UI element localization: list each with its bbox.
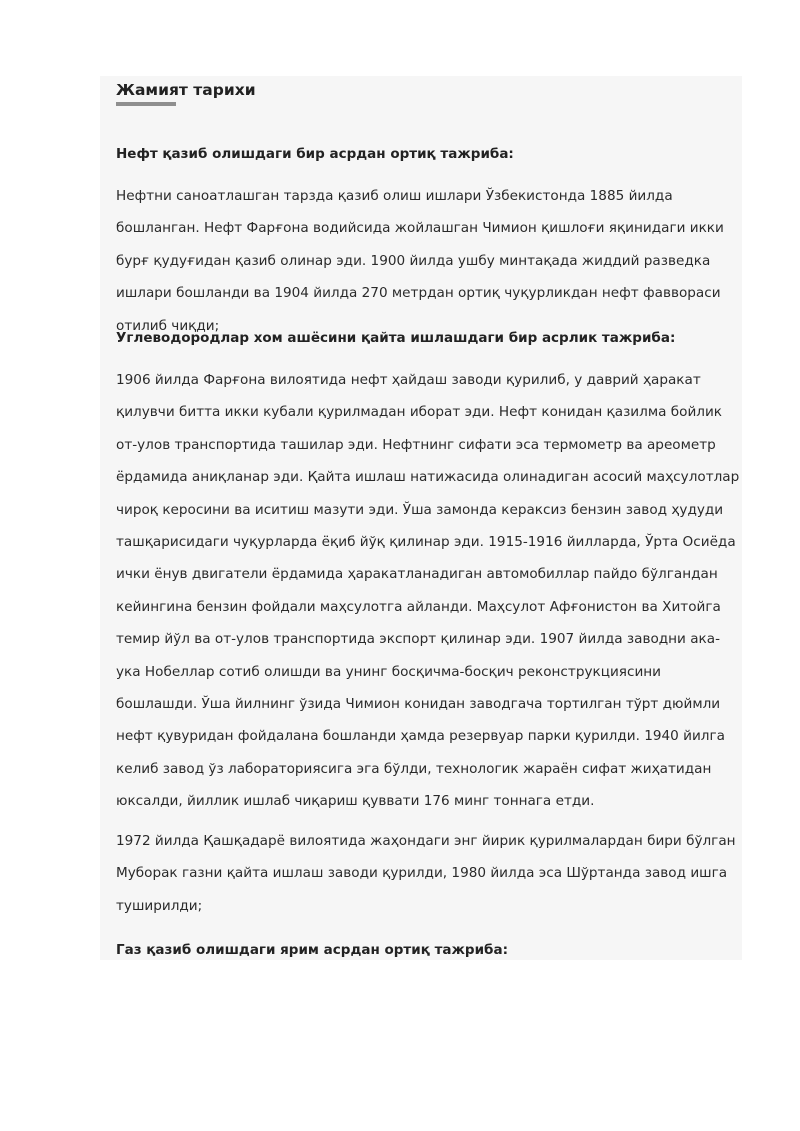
article (116, 76, 742, 958)
title-underline (116, 102, 176, 106)
section-heading-oil-extraction: Нефт қазиб олишдаги бир асрдан ортиқ тажриба: (116, 146, 514, 162)
paragraph-oil-extraction: Нефтни саноатлашган тарзда қазиб олиш ишлари Ўзбекистонда 1885 йилда бошланган. Нефт Фарғона водийсида жойлашган Чимион қишлоғи яқинидаги икки бурғ қудуғидан қазиб олинар эди. 1900 йилда ушбу минтақада жиддий разведка ишлари бошланди ва 1904 йилда 270 метрдан ортиқ чуқурликдан нефт фаввораси отилиб чиқди; (116, 188, 724, 334)
paragraph-refinery-history: 1906 йилда Фарғона вилоятида нефт ҳайдаш заводи қурилиб, у даврий ҳаракат қилувчи битта икки кубали қурилмадан иборат эди. Нефт конидан қазилма бойлик от-улов транспортида ташилар эди. Нефтнинг сифати эса термометр ва ареометр ёрдамида аниқланар эди. Қайта ишлаш натижасида олинадиган асосий маҳсулотлар чироқ керосини ва иситиш мазути эди. Ўша замонда кераксиз бензин завод ҳудуди ташқарисидаги чуқурларда ёқиб йўқ қилинар эди. 1915-1916 йилларда, Ўрта Осиёда ички ёнув двигатели ёрдамида ҳаракатланадиган автомобиллар пайдо бўлгандан кейингина бензин фойдали маҳсулотга айланди. Маҳсулот Афғонистон ва Хитойга темир йўл ва от-улов транспортида экспорт қилинар эди. 1907 йилда заводни ака-ука Нобеллар сотиб олишди ва унинг босқичма-босқич реконструкциясини бошлашди. Ўша йилнинг ўзида Чимион конидан заводгача тортилган тўрт дюймли нефт қувуридан фойдалана бошланди ҳамда резервуар парки қурилди. 1940 йилга келиб завод ўз лабораториясига эга бўлди, технологик жараён сифат жиҳатидан юксалди, йиллик ишлаб чиқариш қуввати 176 минг тоннага етди. (116, 372, 740, 810)
paragraph-gas-plants: 1972 йилда Қашқадарё вилоятида жаҳондаги энг йирик қурилмалардан бири бўлган Муборак газни қайта ишлаш заводи қурилди, 1980 йилда эса Шўртанда завод ишга туширилди; (116, 833, 736, 914)
page-title: Жамият тарихи (116, 81, 256, 99)
section-heading-gas-extraction: Газ қазиб олишдаги ярим асрдан ортиқ тажриба: (116, 942, 508, 958)
section-heading-hydrocarbon-processing: Углеводородлар хом ашёсини қайта ишлашдаги бир асрлик тажриба: (116, 330, 676, 346)
